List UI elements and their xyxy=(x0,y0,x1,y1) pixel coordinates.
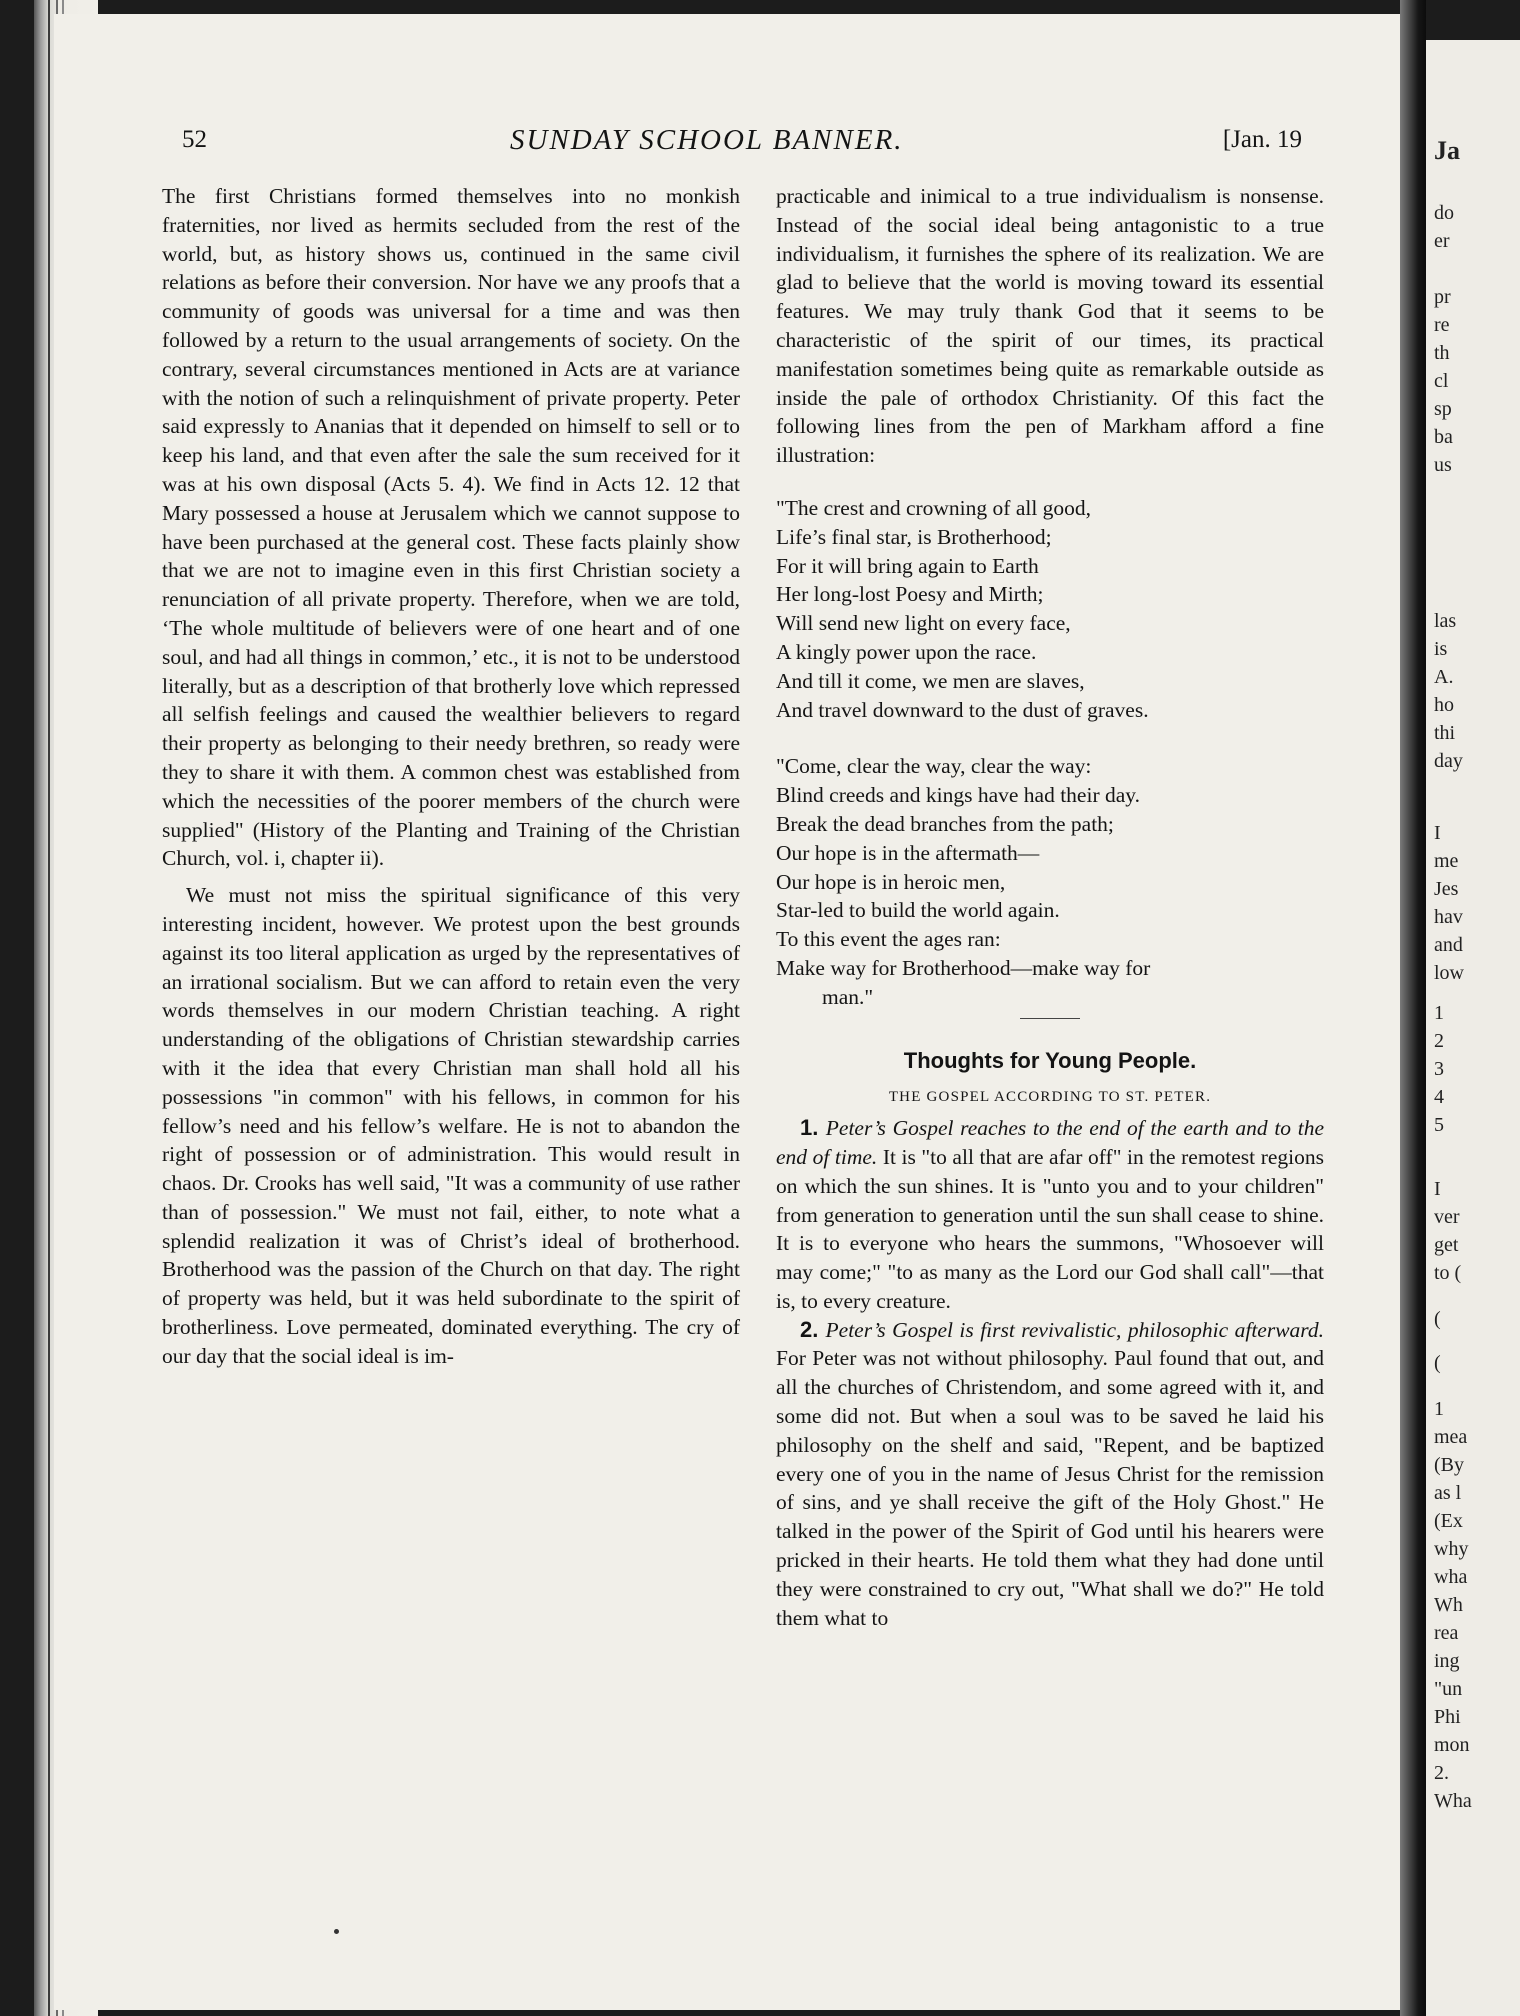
next-page-fragment: 4 xyxy=(1434,1086,1444,1108)
next-page-fragment: rea xyxy=(1434,1622,1459,1644)
next-page-fragment: I xyxy=(1434,822,1441,844)
next-page-fragment: th xyxy=(1434,342,1450,364)
next-page-fragment: "un xyxy=(1434,1678,1463,1700)
next-page-fragment: and xyxy=(1434,934,1463,956)
next-page-fragment: as l xyxy=(1434,1482,1462,1504)
next-page-fragment: do xyxy=(1434,202,1454,224)
ink-speck xyxy=(334,1929,339,1934)
point-paragraph xyxy=(776,1316,1324,1633)
poem-line: Star-led to build the world again. xyxy=(776,898,1060,923)
paragraph: The first Christians formed themselves into no monkish fraternities, nor lived as hermits secluded from the rest of the world, but, as history shows us, continued in the same civil relations as before their conversion. Nor have we any proofs that a community of goods was universal for a time and was then followed by a return to the usual arrangements of society. On the contrary, several circumstances mentioned in Acts are at variance with the notion of such a relinquishment of private property. Peter said expressly to Ananias that it depended on himself to sell or to keep his land, and that even after the sale the sum received for it was at his own disposal (Acts 5. 4). We find in Acts 12. 12 that Mary possessed a house at Jerusalem which we cannot suppose to have been purchased at the general cost. These facts plainly show that we are not to imagine even in this first Christian society a renunciation of all private property. Therefore, when we are told, ‘The whole multitude of believers were of one heart and of one soul, and had all things in common,’ etc., it is not to be understood literally, but as a description of that brotherly love which repressed all selfish feelings and caused the wealthier believers to regard their property as belonging to their needy brethren, so ready were they to share it with them. A common chest was established from which the necessities of the poorer members of the church were supplied" (History of the Planting and Training of the Christian Church, vol. i, chapter ii). xyxy=(162,184,740,871)
next-page-fragment: las xyxy=(1434,610,1457,632)
poem-line: Break the dead branches from the path; xyxy=(776,811,1114,836)
next-page-fragment: ( xyxy=(1434,1352,1441,1374)
next-page-fragment: mea xyxy=(1434,1426,1468,1448)
next-page-fragment: ing xyxy=(1434,1650,1460,1672)
next-page-fragment: (By xyxy=(1434,1454,1464,1476)
next-page-fragment: 5 xyxy=(1434,1114,1444,1136)
next-page-fragment: I xyxy=(1434,1178,1441,1200)
next-page-fragment: 2 xyxy=(1434,1030,1444,1052)
next-page-fragment: us xyxy=(1434,454,1452,476)
next-page-fragment: me xyxy=(1434,850,1459,872)
next-page-fragment: 2. xyxy=(1434,1762,1449,1784)
next-page-edge xyxy=(1426,40,1520,2016)
next-page-fragment: cl xyxy=(1434,370,1449,392)
next-page-fragment: Ja xyxy=(1434,136,1460,165)
next-page-fragment: ver xyxy=(1434,1206,1460,1228)
next-page-fragment: Jes xyxy=(1434,878,1459,900)
next-page-fragment: ba xyxy=(1434,426,1453,448)
poem-line: Our hope is in heroic men, xyxy=(776,869,1006,894)
point-heading: Peter’s Gospel reaches to the end of the earth and to the end of time. xyxy=(776,1116,1325,1169)
left-column xyxy=(162,182,740,1371)
next-page-fragment: Wha xyxy=(1434,1790,1472,1812)
next-page-fragment: to ( xyxy=(1434,1262,1462,1284)
next-page-fragment: (Ex xyxy=(1434,1510,1463,1532)
page-header xyxy=(182,126,1302,166)
point-text: It is "to all that are afar off" in the remotest regions on which the sun shines. It is "unto you and to your children" from generation to generation until the sun shall cease to shine. It is to everyone who hears the summons, "Whosoever will may come;" "to as many as the Lord our God shall call"—that is, to every creature. xyxy=(776,1144,1324,1313)
next-page-fragment: pr xyxy=(1434,286,1451,308)
next-page-fragment: sp xyxy=(1434,398,1452,420)
point-paragraph xyxy=(776,1114,1324,1316)
point-number: 1. xyxy=(800,1115,826,1141)
poem-line: And till it come, we men are slaves, xyxy=(776,668,1085,693)
issue-date: [Jan. 19 xyxy=(1222,126,1302,153)
next-page-fragment: day xyxy=(1434,750,1463,772)
poem-line: Make way for Brotherhood—make way for xyxy=(776,955,1151,980)
point-number: 2. xyxy=(800,1316,826,1342)
poem-line: Blind creeds and kings have had their day. xyxy=(776,783,1140,808)
poem-stanza-2 xyxy=(776,752,1324,1011)
poem-line: "The crest and crowning of all good, xyxy=(776,495,1092,520)
next-page-fragment: 1 xyxy=(1434,1398,1444,1420)
poem-line: Life’s final star, is Brotherhood; xyxy=(776,524,1052,549)
section-title: Thoughts for Young People. xyxy=(903,1047,1197,1073)
book-gutter xyxy=(1400,0,1426,2016)
next-page-fragment: why xyxy=(1434,1538,1469,1560)
poem-stanza-1 xyxy=(776,494,1324,724)
divider xyxy=(1020,1018,1080,1019)
right-column xyxy=(776,182,1324,1632)
poem-line: Our hope is in the aftermath— xyxy=(776,840,1040,865)
next-page-fragment: A. xyxy=(1434,666,1454,688)
next-page-fragment: Phi xyxy=(1434,1706,1461,1728)
page-number: 52 xyxy=(182,126,207,153)
section-subtitle: THE GOSPEL ACCORDING TO ST. PETER. xyxy=(888,1089,1212,1106)
next-page-fragment: re xyxy=(1434,314,1450,336)
next-page-fragment: thi xyxy=(1434,722,1456,744)
poem-line: To this event the ages ran: xyxy=(776,927,1001,952)
next-page-fragment: hav xyxy=(1434,906,1463,928)
poem-line: Her long-lost Poesy and Mirth; xyxy=(776,582,1044,607)
poem-line: And travel downward to the dust of graves. xyxy=(776,697,1149,722)
next-page-fragment: ho xyxy=(1434,694,1454,716)
next-page-fragment: Wh xyxy=(1434,1594,1463,1616)
point-heading: Peter’s Gospel is first revivalistic, philosophic afterward. xyxy=(825,1317,1324,1342)
next-page-fragment: 1 xyxy=(1434,1002,1444,1024)
poem-line: Will send new light on every face, xyxy=(776,611,1071,636)
binding-edge-lines xyxy=(48,0,50,2016)
next-page-fragment: mon xyxy=(1434,1734,1470,1756)
journal-title: SUNDAY SCHOOL BANNER. xyxy=(510,124,904,156)
paragraph: practicable and inimical to a true individualism is nonsense. Instead of the social ideal being antagonistic to a true individualism, it furnishes the sphere of its realization. We are glad to believe that the world is moving toward its essential features. We may truly thank God that it seems to be characteristic of the spirit of our times, its practical manifestation sometimes being quite as remarkable outside as inside the pale of orthodox Christianity. Of this fact the following lines from the pen of Markham afford a fine illustration: xyxy=(776,184,1324,468)
poem-line: For it will bring again to Earth xyxy=(776,553,1039,578)
poem-line: man." xyxy=(822,984,874,1009)
next-page-fragment: ( xyxy=(1434,1308,1441,1330)
poem-line: A kingly power upon the race. xyxy=(776,639,1037,664)
next-page-fragment: wha xyxy=(1434,1566,1468,1588)
paragraph: We must not miss the spiritual significance of this very interesting incident, however. We protest upon the best grounds against its too literal application as urged by the representatives of an irrational socialism. But we can afford to retain even the very words themselves in our modern Christian teaching. A right understanding of the obligations of Christian stewardship carries with it the idea that every Christian man shall hold all his possessions "in common" with his fellows, in common for his fellow’s need and his fellow’s welfare. He is not to abandon the right of possession or of administration. This would result in chaos. Dr. Crooks has well said, "It was a community of use rather than of possession." We must not fail, either, to note what a splendid realization it was of Christ’s ideal of brotherhood. Brotherhood was the passion of the Church on that day. The right of property was held, but it was held subordinate to the spirit of brotherliness. Love permeated, dominated everything. The cry of our day that the social ideal is im- xyxy=(162,883,740,1368)
next-page-fragment: low xyxy=(1434,962,1464,984)
point-text: For Peter was not without philosophy. Paul found that out, and all the churches of Christendom, and some agreed with it, and some did not. But when a soul was to be saved he laid his philosophy on the shelf and said, "Repent, and be baptized every one of you in the name of Jesus Christ for the remission of sins, and ye shall receive the gift of the Holy Ghost." He talked in the power of the Spirit of God until his hearers were pricked in their hearts. He told them what they had done until they were constrained to cry out, "What shall we do?" He told them what to xyxy=(776,1346,1324,1630)
next-page-fragment: er xyxy=(1434,230,1450,252)
next-page-fragment: is xyxy=(1434,638,1448,660)
next-page-fragment: get xyxy=(1434,1234,1459,1256)
poem-line: "Come, clear the way, clear the way: xyxy=(776,754,1092,779)
next-page-fragment: 3 xyxy=(1434,1058,1444,1080)
